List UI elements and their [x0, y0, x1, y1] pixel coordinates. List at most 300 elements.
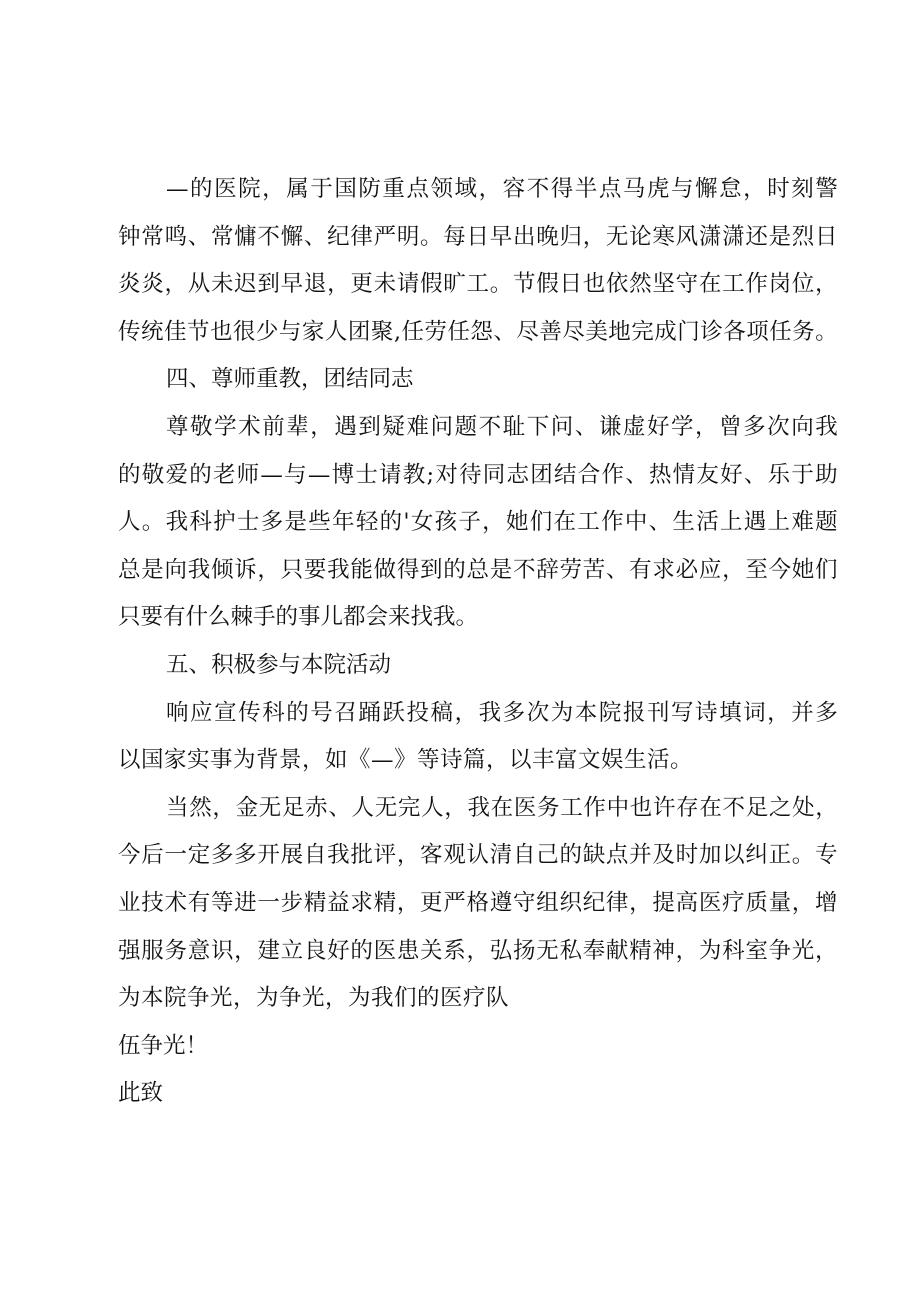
text-glyph: 写: [670, 699, 694, 726]
text-glyph: 室: [745, 937, 768, 964]
text-glyph: 填: [719, 699, 742, 726]
text-glyph: 迟: [234, 271, 257, 298]
text-glyph: 半: [574, 176, 598, 202]
text-glyph: 、: [648, 509, 672, 536]
text-glyph: 等: [210, 889, 234, 916]
text-glyph: 团: [530, 461, 553, 488]
text-glyph: 工: [722, 271, 745, 298]
text-glyph: 师: [236, 461, 260, 488]
text-glyph: 词: [743, 699, 766, 726]
text-glyph: ，: [444, 794, 467, 821]
text-glyph: 医: [698, 889, 722, 916]
section-heading: 五、积极参与本院活动: [166, 651, 392, 678]
text-glyph: 有: [629, 556, 652, 583]
text-glyph: 到: [420, 556, 443, 583]
text-glyph: 孩: [434, 509, 458, 536]
text-line: 伍争光！: [118, 1032, 209, 1059]
text-glyph: 未: [373, 271, 397, 298]
text-glyph: 科: [189, 509, 212, 536]
text-glyph: ，: [582, 223, 606, 250]
text-glyph: 护: [213, 509, 236, 536]
text-glyph: 意: [187, 937, 211, 964]
section-heading: 四、尊师重教，团结同志: [166, 366, 414, 393]
text-glyph: 与: [284, 461, 307, 488]
text-glyph: 律: [350, 223, 373, 250]
text-glyph: 医: [513, 794, 537, 821]
text-glyph: 炎: [118, 271, 141, 298]
text-glyph: 中: [606, 794, 630, 821]
text-glyph: 领: [430, 176, 454, 202]
text-glyph: 一: [164, 842, 187, 869]
text-glyph: 团: [347, 318, 371, 345]
text-line: [118, 404, 838, 452]
text-glyph: 在: [699, 794, 722, 821]
text-glyph: ，: [767, 699, 790, 726]
text-glyph: 也: [582, 271, 606, 298]
text-glyph: 位: [791, 271, 815, 298]
text-glyph: 与: [670, 176, 694, 202]
text-glyph: 严: [373, 223, 397, 250]
text-glyph: 点: [598, 176, 622, 202]
text-glyph: 们: [815, 556, 838, 583]
text-glyph: 耻: [502, 413, 526, 440]
text-glyph: 提: [652, 889, 675, 916]
text-glyph: 足: [281, 794, 305, 821]
text-glyph: 服: [141, 937, 164, 964]
text-glyph: 论: [629, 223, 652, 250]
text-glyph: 认: [466, 842, 490, 869]
text-glyph: 精: [373, 889, 397, 916]
text-glyph: 院: [238, 176, 261, 202]
text-glyph: 跃: [382, 699, 405, 726]
text-glyph: 人: [324, 318, 348, 345]
text-glyph: 纠: [745, 842, 768, 869]
text-glyph: 完: [397, 794, 421, 821]
text-glyph: 寒: [652, 223, 675, 250]
text-glyph: 士: [236, 509, 260, 536]
text-glyph: 、: [605, 556, 629, 583]
text-glyph: 虎: [646, 176, 670, 202]
text-glyph: 岗: [768, 271, 792, 298]
text-glyph: 本: [574, 699, 598, 726]
text-glyph: 地: [608, 318, 631, 345]
text-glyph: ，: [234, 937, 257, 964]
text-glyph: ，: [722, 556, 745, 583]
text-glyph: 聚: [370, 318, 394, 345]
text-glyph: 很: [232, 318, 256, 345]
text-glyph: 关: [420, 937, 443, 964]
text-glyph: ，: [310, 413, 333, 440]
text-glyph: 前: [262, 413, 285, 440]
closing-text: 此致: [118, 1080, 164, 1107]
text-glyph: 更: [350, 271, 373, 298]
text-glyph: ;: [426, 461, 435, 488]
text-glyph: 次: [767, 413, 790, 440]
text-line: [118, 166, 838, 214]
text-glyph: 友: [696, 461, 719, 488]
text-glyph: 至: [745, 556, 768, 583]
text-glyph: 风: [675, 223, 699, 250]
text-glyph: 、: [743, 461, 767, 488]
text-glyph: 项: [746, 318, 769, 345]
text-glyph: 少: [255, 318, 279, 345]
text-glyph: 响: [166, 699, 189, 726]
text-glyph: ，: [466, 937, 490, 964]
text-glyph: 及: [652, 842, 675, 869]
text-glyph: 于: [791, 461, 814, 488]
text-glyph: 早: [489, 223, 513, 250]
text-glyph: 务: [537, 794, 560, 821]
text-glyph: 敬: [141, 461, 165, 488]
text-glyph: 不: [478, 413, 502, 440]
text-glyph: 退: [303, 271, 327, 298]
text-glyph: 展: [280, 842, 304, 869]
text-glyph: 私: [559, 937, 582, 964]
text-glyph: 年: [332, 509, 355, 536]
text-glyph: 容: [502, 176, 526, 202]
text-glyph: 归: [559, 223, 582, 250]
text-glyph: 不: [722, 794, 746, 821]
text-glyph: 无: [374, 794, 398, 821]
text-glyph: 无: [258, 794, 282, 821]
text-glyph: 号: [310, 699, 333, 726]
text-glyph: 今: [768, 556, 792, 583]
text-glyph: 织: [559, 889, 582, 916]
text-glyph: 到: [257, 271, 280, 298]
text-glyph: 倾: [210, 556, 234, 583]
text-line: 为本院争光，为争光，为我们的医疗队: [118, 985, 510, 1012]
text-glyph: 存: [676, 794, 699, 821]
text-glyph: 每: [443, 223, 466, 250]
text-glyph: 科: [262, 699, 285, 726]
text-glyph: 。: [489, 271, 513, 298]
text-glyph: ，: [454, 699, 478, 726]
text-glyph: 多: [260, 509, 284, 536]
text-glyph: ，: [815, 794, 838, 821]
text-glyph: 日: [815, 223, 838, 250]
text-glyph: 术: [238, 413, 261, 440]
text-glyph: 投: [406, 699, 429, 726]
text-glyph: 自: [512, 842, 536, 869]
text-glyph: 教: [402, 461, 426, 488]
text-glyph: 稿: [430, 699, 454, 726]
text-glyph: 、: [187, 223, 211, 250]
text-glyph: 烈: [791, 223, 815, 250]
text-line: [118, 832, 838, 880]
text-glyph: 也: [629, 794, 653, 821]
text-glyph: 慵: [234, 223, 257, 250]
text-glyph: 尊: [166, 413, 189, 440]
text-glyph: 钟: [118, 223, 141, 250]
text-glyph: 爱: [165, 461, 188, 488]
text-glyph: 患: [396, 937, 420, 964]
text-line: 只要有什么棘手的事儿都会来找我。: [118, 604, 479, 631]
text-glyph: 要: [303, 556, 327, 583]
text-glyph: —: [307, 461, 331, 488]
text-glyph: 旷: [443, 271, 466, 298]
text-glyph: 。: [141, 509, 165, 536]
document-body: [118, 166, 838, 1118]
text-glyph: 尽: [562, 318, 585, 345]
text-glyph: 无: [605, 223, 629, 250]
text-glyph: 纪: [327, 223, 350, 250]
text-glyph: 节: [512, 271, 536, 298]
text-glyph: 院: [598, 699, 622, 726]
text-glyph: 点: [406, 176, 429, 202]
text-glyph: 步: [280, 889, 304, 916]
text-glyph: 缺: [582, 842, 606, 869]
text-glyph: 中: [624, 509, 648, 536]
text-glyph: 遇: [743, 509, 767, 536]
text-glyph: 批: [350, 842, 373, 869]
text-glyph: 炎: [141, 271, 164, 298]
text-glyph: 并: [629, 842, 652, 869]
text-glyph: 守: [512, 889, 536, 916]
text-glyph: ': [403, 509, 410, 536]
text-glyph: 节: [186, 318, 210, 345]
text-glyph: 得: [396, 556, 420, 583]
text-glyph: 奉: [582, 937, 606, 964]
text-glyph: 结: [554, 461, 577, 488]
text-line: [118, 309, 838, 357]
text-glyph: 怠: [719, 176, 742, 202]
text-glyph: 时: [767, 176, 790, 202]
text-glyph: 坚: [652, 271, 675, 298]
text-glyph: 质: [745, 889, 768, 916]
text-glyph: ，: [695, 413, 718, 440]
text-glyph: 女: [410, 509, 434, 536]
text-glyph: 更: [420, 889, 443, 916]
text-glyph: 好: [327, 937, 350, 964]
text-glyph: 懈: [280, 223, 304, 250]
text-glyph: ，: [482, 509, 505, 536]
text-glyph: 业: [118, 889, 141, 916]
text-glyph: 上: [719, 509, 743, 536]
text-glyph: 的: [379, 509, 403, 536]
text-glyph: 的: [189, 461, 212, 488]
text-glyph: 请: [396, 271, 420, 298]
text-glyph: 向: [791, 413, 814, 440]
text-glyph: 警: [815, 176, 838, 202]
text-glyph: 合: [577, 461, 601, 488]
text-glyph: 辈: [286, 413, 309, 440]
text-glyph: 国: [334, 176, 357, 202]
text-glyph: 谦: [598, 413, 622, 440]
text-glyph: 敬: [190, 413, 213, 440]
text-glyph: 争: [768, 937, 792, 964]
text-glyph: 光: [791, 937, 815, 964]
text-glyph: 子: [458, 509, 481, 536]
text-glyph: 献: [605, 937, 629, 964]
text-glyph: 求: [652, 556, 675, 583]
text-glyph: 成: [654, 318, 677, 345]
text-glyph: 之: [768, 794, 792, 821]
text-glyph: 做: [373, 556, 397, 583]
text-glyph: 进: [234, 889, 257, 916]
text-glyph: 防: [358, 176, 381, 202]
text-glyph: 不: [512, 556, 536, 583]
text-line: [118, 214, 838, 262]
text-line: [118, 547, 838, 595]
text-glyph: 格: [466, 889, 490, 916]
text-glyph: 诗: [695, 699, 718, 726]
text-glyph: 志: [506, 461, 530, 488]
text-glyph: ，: [212, 794, 235, 821]
text-glyph: 难: [791, 509, 814, 536]
text-glyph: 遇: [334, 413, 357, 440]
text-glyph: 并: [791, 699, 814, 726]
text-glyph: 良: [303, 937, 327, 964]
text-glyph: 是: [141, 556, 164, 583]
text-glyph: 工: [466, 271, 490, 298]
text-glyph: 术: [164, 889, 187, 916]
text-glyph: 量: [768, 889, 792, 916]
text-glyph: 高: [675, 889, 699, 916]
text-glyph: 好: [720, 461, 743, 488]
text-glyph: 生: [672, 509, 695, 536]
text-glyph: 。: [420, 223, 443, 250]
text-glyph: 纪: [582, 889, 606, 916]
text-line: [118, 785, 838, 833]
text-glyph: ，: [478, 176, 502, 202]
text-glyph: 当: [166, 794, 189, 821]
text-glyph: 依: [605, 271, 629, 298]
text-glyph: 务: [792, 318, 815, 345]
text-glyph: 她: [505, 509, 529, 536]
text-glyph: 还: [745, 223, 768, 250]
text-glyph: 她: [791, 556, 815, 583]
text-glyph: 善: [539, 318, 562, 345]
text-glyph: 是: [489, 556, 513, 583]
text-glyph: 乐: [767, 461, 791, 488]
text-glyph: 的: [118, 461, 141, 488]
text-glyph: 应: [698, 556, 722, 583]
text-glyph: 好: [646, 413, 670, 440]
text-glyph: 在: [553, 509, 577, 536]
text-glyph: 诊: [700, 318, 723, 345]
text-glyph: 后: [141, 842, 164, 869]
text-glyph: 怨: [470, 318, 493, 345]
text-glyph: 我: [165, 509, 189, 536]
text-glyph: ，: [164, 271, 187, 298]
text-glyph: 多: [743, 413, 766, 440]
text-glyph: 系: [443, 937, 466, 964]
text-glyph: 于: [310, 176, 333, 202]
text-glyph: 技: [141, 889, 164, 916]
text-glyph: 假: [536, 271, 559, 298]
text-glyph: 召: [334, 699, 357, 726]
text-glyph: 宣: [214, 699, 237, 726]
text-glyph: 常: [210, 223, 234, 250]
text-glyph: 只: [280, 556, 304, 583]
text-glyph: 多: [234, 842, 257, 869]
text-line: [118, 452, 838, 500]
text-glyph: 处: [792, 794, 815, 821]
text-glyph: 题: [454, 413, 478, 440]
text-glyph: ，: [327, 271, 350, 298]
text-glyph: 自: [303, 842, 327, 869]
text-glyph: —: [166, 176, 189, 202]
text-glyph: 为: [698, 937, 722, 964]
text-glyph: 增: [815, 889, 838, 916]
text-glyph: 传: [118, 318, 141, 345]
text-glyph: 任: [447, 318, 470, 345]
text-glyph: 医: [214, 176, 237, 202]
text-glyph: 赤: [305, 794, 328, 821]
text-glyph: 我: [815, 413, 838, 440]
text-glyph: 的: [350, 937, 373, 964]
text-glyph: 清: [489, 842, 513, 869]
text-glyph: 博: [331, 461, 355, 488]
text-glyph: 懈: [695, 176, 718, 202]
text-glyph: 然: [629, 271, 652, 298]
text-glyph: 早: [280, 271, 304, 298]
text-glyph: 任: [401, 318, 424, 345]
text-glyph: 工: [560, 794, 583, 821]
text-glyph: 评: [373, 842, 397, 869]
text-line: [118, 690, 838, 738]
text-glyph: 与: [278, 318, 302, 345]
text-glyph: 多: [210, 842, 234, 869]
text-glyph: 无: [536, 937, 559, 964]
text-glyph: 一: [257, 889, 280, 916]
text-glyph: 对: [435, 461, 458, 488]
text-glyph: 组: [536, 889, 559, 916]
text-glyph: 神: [652, 937, 675, 964]
text-glyph: 、: [493, 318, 516, 345]
text-glyph: 作: [601, 461, 624, 488]
text-glyph: 晚: [536, 223, 559, 250]
text-glyph: ，: [815, 271, 838, 298]
text-glyph: 各: [723, 318, 746, 345]
text-glyph: 的: [443, 556, 466, 583]
text-glyph: 不: [257, 223, 280, 250]
text-line: [118, 499, 838, 547]
text-glyph: 潇: [722, 223, 745, 250]
text-glyph: 多: [502, 699, 526, 726]
text-glyph: 难: [406, 413, 429, 440]
text-glyph: 老: [212, 461, 236, 488]
text-glyph: 统: [140, 318, 164, 345]
text-glyph: ，: [396, 889, 420, 916]
text-glyph: 潇: [698, 223, 722, 250]
text-glyph: 士: [355, 461, 378, 488]
text-glyph: 识: [210, 937, 234, 964]
text-glyph: 重: [382, 176, 405, 202]
text-glyph: 严: [443, 889, 466, 916]
text-glyph: 我: [327, 556, 350, 583]
text-glyph: 诉: [234, 556, 257, 583]
text-glyph: 总: [118, 556, 141, 583]
text-glyph: 虚: [622, 413, 646, 440]
text-glyph: 为: [550, 699, 574, 726]
text-glyph: 热: [648, 461, 672, 488]
text-glyph: 活: [696, 509, 719, 536]
text-glyph: 有: [187, 889, 211, 916]
text-glyph: 人: [351, 794, 375, 821]
text-glyph: 人: [421, 794, 444, 821]
text-glyph: 门: [677, 318, 700, 345]
text-glyph: 工: [577, 509, 600, 536]
text-glyph: ，: [791, 889, 815, 916]
text-glyph: 。: [791, 842, 815, 869]
text-glyph: 我: [478, 699, 502, 726]
text-glyph: 些: [308, 509, 331, 536]
text-glyph: 疑: [382, 413, 405, 440]
text-glyph: 刻: [791, 176, 814, 202]
text-glyph: 向: [164, 556, 187, 583]
text-glyph: 正: [768, 842, 792, 869]
